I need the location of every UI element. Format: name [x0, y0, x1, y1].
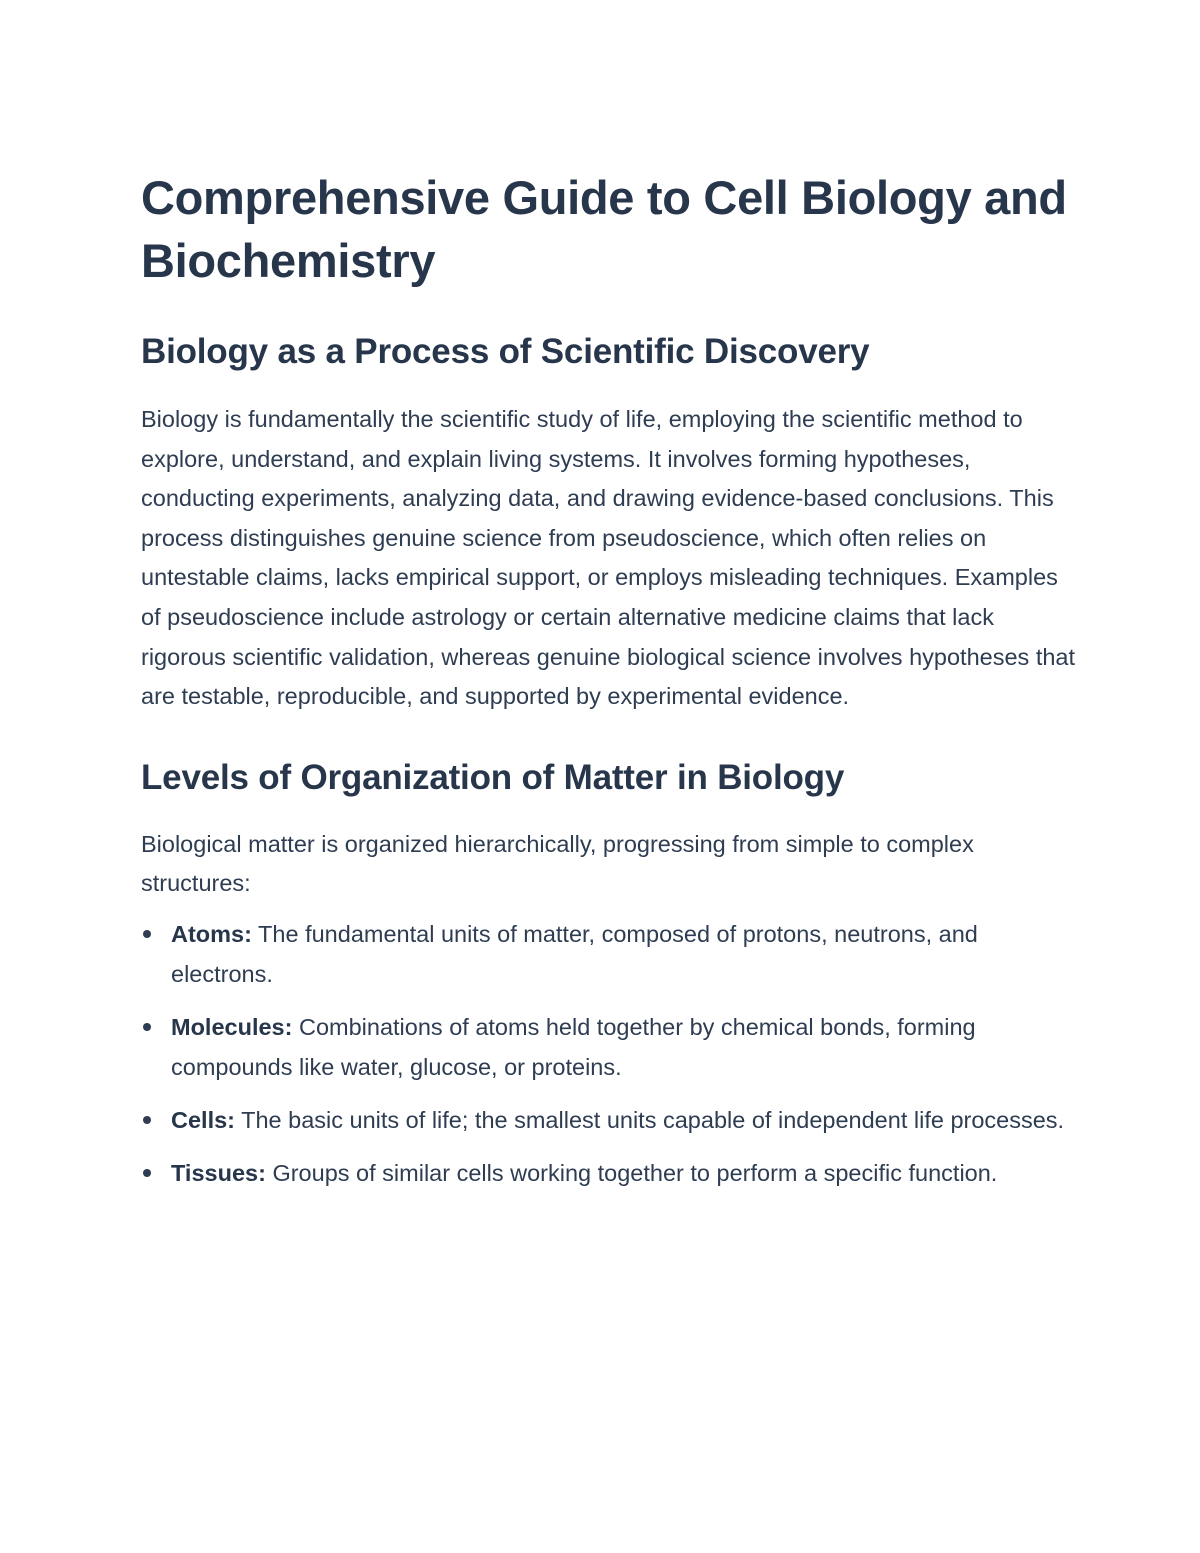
list-item-term: Tissues: — [171, 1159, 266, 1186]
section-paragraph-scientific-discovery: Biology is fundamentally the scientific study of life, employing the scientific method to explore, understand, and explain living systems. It involves forming hypotheses, conducting experiments, analyzing data, and drawing evidence-based conclusions. This process distinguishes genuine science from pseudoscience, which often relies on untestable claims, lacks empirical support, or employs misleading techniques. Examples of pseudoscience include astrology or certain alternative medicine claims that lack rigorous scientific validation, whereas genuine biological science involves hypotheses that are testable, reproducible, and supported by experimental evidence. — [141, 406, 1076, 710]
list-item — [141, 1007, 1080, 1087]
section-heading-scientific-discovery: Biology as a Process of Scientific Discovery — [141, 332, 870, 371]
list-item-term: Atoms: — [171, 920, 252, 947]
section-heading-levels-of-organization: Levels of Organization of Matter in Biology — [141, 757, 845, 797]
organization-levels-list — [141, 914, 1080, 1193]
list-item-term: Molecules: — [171, 1013, 293, 1040]
bullet-icon — [143, 930, 151, 938]
list-item-text: Groups of similar cells working together to perform a specific function. — [265, 1159, 998, 1186]
list-item-term: Cells: — [171, 1106, 235, 1133]
list-item — [141, 1153, 1080, 1193]
bullet-icon — [143, 1169, 151, 1177]
list-item-text: Combinations of atoms held together by chemical bonds, forming compounds like water, glucose, or proteins. — [171, 1013, 976, 1080]
list-item-text: The fundamental units of matter, composed of protons, neutrons, and electrons. — [171, 920, 978, 987]
list-item — [141, 1100, 1080, 1140]
page-title: Comprehensive Guide to Cell Biology and Biochemistry — [141, 171, 1067, 287]
section-paragraph-levels-of-organization: Biological matter is organized hierarchically, progressing from simple to complex structures: — [141, 830, 974, 897]
list-item — [141, 914, 1080, 994]
bullet-icon — [143, 1023, 151, 1031]
list-item-text: The basic units of life; the smallest units capable of independent life processes. — [235, 1106, 1065, 1133]
bullet-icon — [143, 1116, 151, 1124]
